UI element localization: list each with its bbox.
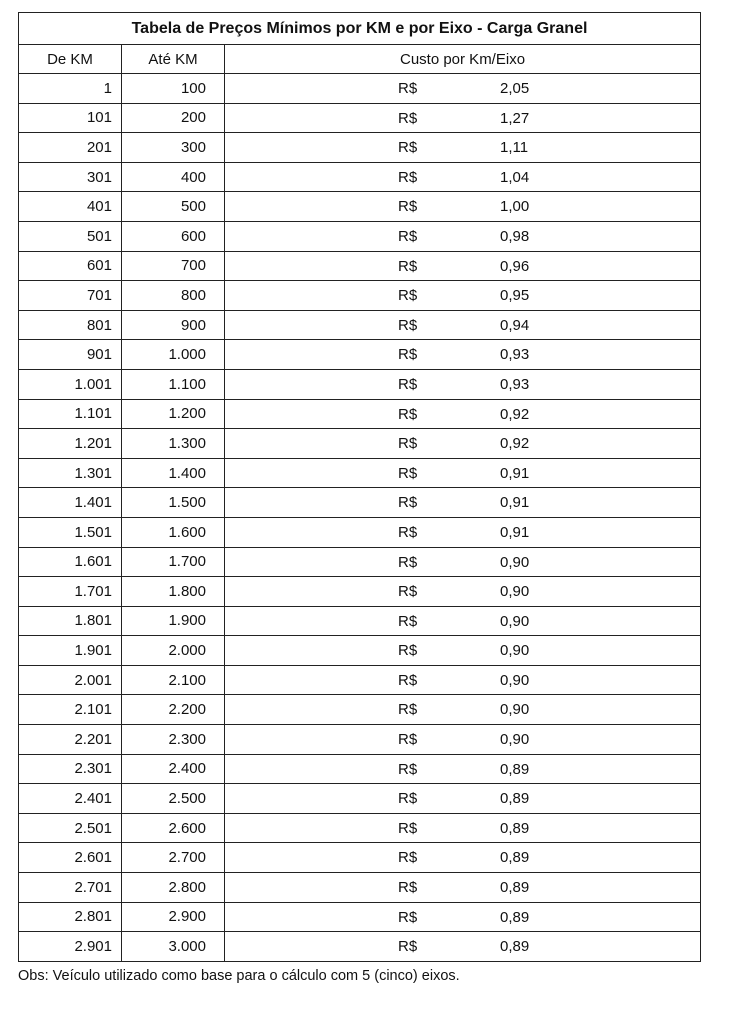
table-row	[19, 932, 701, 962]
currency-symbol: R$	[398, 435, 418, 453]
header-row	[19, 45, 701, 74]
currency-symbol: R$	[398, 701, 418, 719]
cell-cost	[225, 281, 701, 311]
currency-symbol: R$	[398, 198, 418, 216]
title-row	[19, 13, 701, 45]
cell-from-km: 1.201	[19, 429, 122, 459]
cost-value: 0,91	[500, 464, 530, 482]
cell-to-km: 1.000	[122, 340, 225, 370]
currency-symbol: R$	[398, 168, 418, 186]
table-row	[19, 606, 701, 636]
cost-value: 0,90	[500, 612, 530, 630]
cell-cost	[225, 873, 701, 903]
cost-value: 0,89	[500, 790, 530, 808]
currency-symbol: R$	[398, 671, 418, 689]
cell-cost	[225, 429, 701, 459]
table-row	[19, 74, 701, 104]
footnote: Obs: Veículo utilizado como base para o cálculo com 5 (cinco) eixos.	[18, 968, 460, 984]
table-row	[19, 784, 701, 814]
cell-from-km: 401	[19, 192, 122, 222]
cell-to-km: 3.000	[122, 932, 225, 962]
cell-to-km: 400	[122, 162, 225, 192]
cell-cost	[225, 458, 701, 488]
cell-from-km: 2.901	[19, 932, 122, 962]
currency-symbol: R$	[398, 790, 418, 808]
cell-to-km: 2.800	[122, 873, 225, 903]
cost-value: 0,93	[500, 346, 530, 364]
cell-to-km: 700	[122, 251, 225, 281]
currency-symbol: R$	[398, 879, 418, 897]
table-row	[19, 665, 701, 695]
cell-from-km: 2.101	[19, 695, 122, 725]
currency-symbol: R$	[398, 287, 418, 305]
cell-from-km: 2.301	[19, 754, 122, 784]
cost-value: 0,89	[500, 819, 530, 837]
table-row	[19, 577, 701, 607]
cell-from-km: 901	[19, 340, 122, 370]
cost-value: 0,89	[500, 879, 530, 897]
cost-value: 0,96	[500, 257, 530, 275]
cell-to-km: 900	[122, 310, 225, 340]
cost-value: 0,92	[500, 405, 530, 423]
cell-cost	[225, 399, 701, 429]
cell-cost	[225, 665, 701, 695]
cell-from-km: 201	[19, 133, 122, 163]
cell-cost	[225, 547, 701, 577]
cell-cost	[225, 843, 701, 873]
cost-value: 0,90	[500, 731, 530, 749]
cell-to-km: 200	[122, 103, 225, 133]
cost-value: 1,00	[500, 198, 530, 216]
cell-from-km: 1.301	[19, 458, 122, 488]
table-row	[19, 251, 701, 281]
table-row	[19, 547, 701, 577]
cell-cost	[225, 133, 701, 163]
table-row	[19, 695, 701, 725]
cost-value: 0,90	[500, 583, 530, 601]
table-row	[19, 843, 701, 873]
currency-symbol: R$	[398, 139, 418, 157]
currency-symbol: R$	[398, 494, 418, 512]
currency-symbol: R$	[398, 583, 418, 601]
cell-from-km: 2.201	[19, 725, 122, 755]
cost-value: 1,27	[500, 109, 530, 127]
cell-to-km: 2.400	[122, 754, 225, 784]
currency-symbol: R$	[398, 760, 418, 778]
table-row	[19, 517, 701, 547]
cell-to-km: 1.800	[122, 577, 225, 607]
header-from-km: De KM	[19, 45, 122, 74]
cell-from-km: 2.701	[19, 873, 122, 903]
table-row	[19, 873, 701, 903]
cost-value: 0,89	[500, 938, 530, 956]
cell-from-km: 2.801	[19, 902, 122, 932]
cell-cost	[225, 517, 701, 547]
cell-to-km: 2.200	[122, 695, 225, 725]
table-row	[19, 103, 701, 133]
cell-from-km: 1.601	[19, 547, 122, 577]
cell-cost	[225, 932, 701, 962]
currency-symbol: R$	[398, 908, 418, 926]
cell-cost	[225, 813, 701, 843]
currency-symbol: R$	[398, 642, 418, 660]
cost-value: 0,91	[500, 494, 530, 512]
currency-symbol: R$	[398, 819, 418, 837]
table-title: Tabela de Preços Mínimos por KM e por Eixo - Carga Granel	[19, 13, 701, 45]
cell-to-km: 1.200	[122, 399, 225, 429]
header-to-km: Até KM	[122, 45, 225, 74]
cell-to-km: 2.700	[122, 843, 225, 873]
cell-to-km: 800	[122, 281, 225, 311]
table-row	[19, 636, 701, 666]
table-row	[19, 813, 701, 843]
currency-symbol: R$	[398, 612, 418, 630]
cost-value: 0,93	[500, 375, 530, 393]
cell-to-km: 600	[122, 221, 225, 251]
price-table-container	[18, 12, 700, 962]
cell-from-km: 1	[19, 74, 122, 104]
table-row	[19, 754, 701, 784]
cost-value: 2,05	[500, 80, 530, 97]
cell-from-km: 301	[19, 162, 122, 192]
cell-cost	[225, 192, 701, 222]
currency-symbol: R$	[398, 553, 418, 571]
cost-value: 0,90	[500, 671, 530, 689]
cell-from-km: 1.401	[19, 488, 122, 518]
cell-from-km: 1.101	[19, 399, 122, 429]
cell-cost	[225, 725, 701, 755]
table-row	[19, 192, 701, 222]
cell-to-km: 1.100	[122, 369, 225, 399]
cost-value: 0,90	[500, 642, 530, 660]
cell-cost	[225, 369, 701, 399]
header-cost-per-km-axle: Custo por Km/Eixo	[225, 45, 701, 74]
cell-cost	[225, 695, 701, 725]
cost-value: 0,94	[500, 316, 530, 334]
currency-symbol: R$	[398, 346, 418, 364]
cell-from-km: 1.001	[19, 369, 122, 399]
cost-value: 0,89	[500, 760, 530, 778]
cell-cost	[225, 251, 701, 281]
cell-from-km: 1.801	[19, 606, 122, 636]
cell-to-km: 1.500	[122, 488, 225, 518]
cost-value: 0,95	[500, 287, 530, 305]
cell-to-km: 1.400	[122, 458, 225, 488]
cell-to-km: 2.900	[122, 902, 225, 932]
table-row	[19, 399, 701, 429]
cost-value: 0,91	[500, 523, 530, 541]
table-row	[19, 488, 701, 518]
currency-symbol: R$	[398, 80, 418, 97]
currency-symbol: R$	[398, 464, 418, 482]
cell-from-km: 1.901	[19, 636, 122, 666]
cell-cost	[225, 577, 701, 607]
cell-to-km: 2.600	[122, 813, 225, 843]
currency-symbol: R$	[398, 227, 418, 245]
cost-value: 1,04	[500, 168, 530, 186]
table-row	[19, 221, 701, 251]
cell-from-km: 801	[19, 310, 122, 340]
cell-from-km: 101	[19, 103, 122, 133]
cell-cost	[225, 103, 701, 133]
cell-to-km: 2.000	[122, 636, 225, 666]
cell-from-km: 701	[19, 281, 122, 311]
cell-cost	[225, 340, 701, 370]
price-table	[18, 12, 701, 962]
cell-to-km: 2.100	[122, 665, 225, 695]
table-row	[19, 458, 701, 488]
cell-cost	[225, 784, 701, 814]
currency-symbol: R$	[398, 523, 418, 541]
cell-to-km: 2.300	[122, 725, 225, 755]
cell-from-km: 2.501	[19, 813, 122, 843]
currency-symbol: R$	[398, 405, 418, 423]
cell-to-km: 2.500	[122, 784, 225, 814]
table-row	[19, 369, 701, 399]
cell-to-km: 1.700	[122, 547, 225, 577]
cell-to-km: 300	[122, 133, 225, 163]
table-row	[19, 162, 701, 192]
cost-value: 1,11	[500, 139, 529, 157]
cost-value: 0,89	[500, 849, 530, 867]
cell-from-km: 2.401	[19, 784, 122, 814]
currency-symbol: R$	[398, 109, 418, 127]
cell-from-km: 501	[19, 221, 122, 251]
cell-to-km: 100	[122, 74, 225, 104]
cell-cost	[225, 606, 701, 636]
cell-from-km: 2.001	[19, 665, 122, 695]
cell-cost	[225, 754, 701, 784]
currency-symbol: R$	[398, 731, 418, 749]
currency-symbol: R$	[398, 849, 418, 867]
currency-symbol: R$	[398, 375, 418, 393]
table-row	[19, 281, 701, 311]
table-row	[19, 133, 701, 163]
cost-value: 0,98	[500, 227, 530, 245]
cell-from-km: 1.501	[19, 517, 122, 547]
table-row	[19, 340, 701, 370]
cost-value: 0,90	[500, 553, 530, 571]
cell-to-km: 1.300	[122, 429, 225, 459]
cell-to-km: 1.600	[122, 517, 225, 547]
currency-symbol: R$	[398, 316, 418, 334]
cell-to-km: 1.900	[122, 606, 225, 636]
cost-value: 0,92	[500, 435, 530, 453]
cell-cost	[225, 636, 701, 666]
currency-symbol: R$	[398, 938, 418, 956]
cell-from-km: 2.601	[19, 843, 122, 873]
table-row	[19, 902, 701, 932]
currency-symbol: R$	[398, 257, 418, 275]
cell-cost	[225, 310, 701, 340]
cost-value: 0,89	[500, 908, 530, 926]
table-row	[19, 429, 701, 459]
cell-cost	[225, 162, 701, 192]
cell-cost	[225, 74, 701, 104]
table-body	[19, 74, 701, 962]
cost-value: 0,90	[500, 701, 530, 719]
table-row	[19, 725, 701, 755]
cell-cost	[225, 221, 701, 251]
table-row	[19, 310, 701, 340]
cell-cost	[225, 902, 701, 932]
cell-from-km: 1.701	[19, 577, 122, 607]
cell-from-km: 601	[19, 251, 122, 281]
cell-to-km: 500	[122, 192, 225, 222]
cell-cost	[225, 488, 701, 518]
